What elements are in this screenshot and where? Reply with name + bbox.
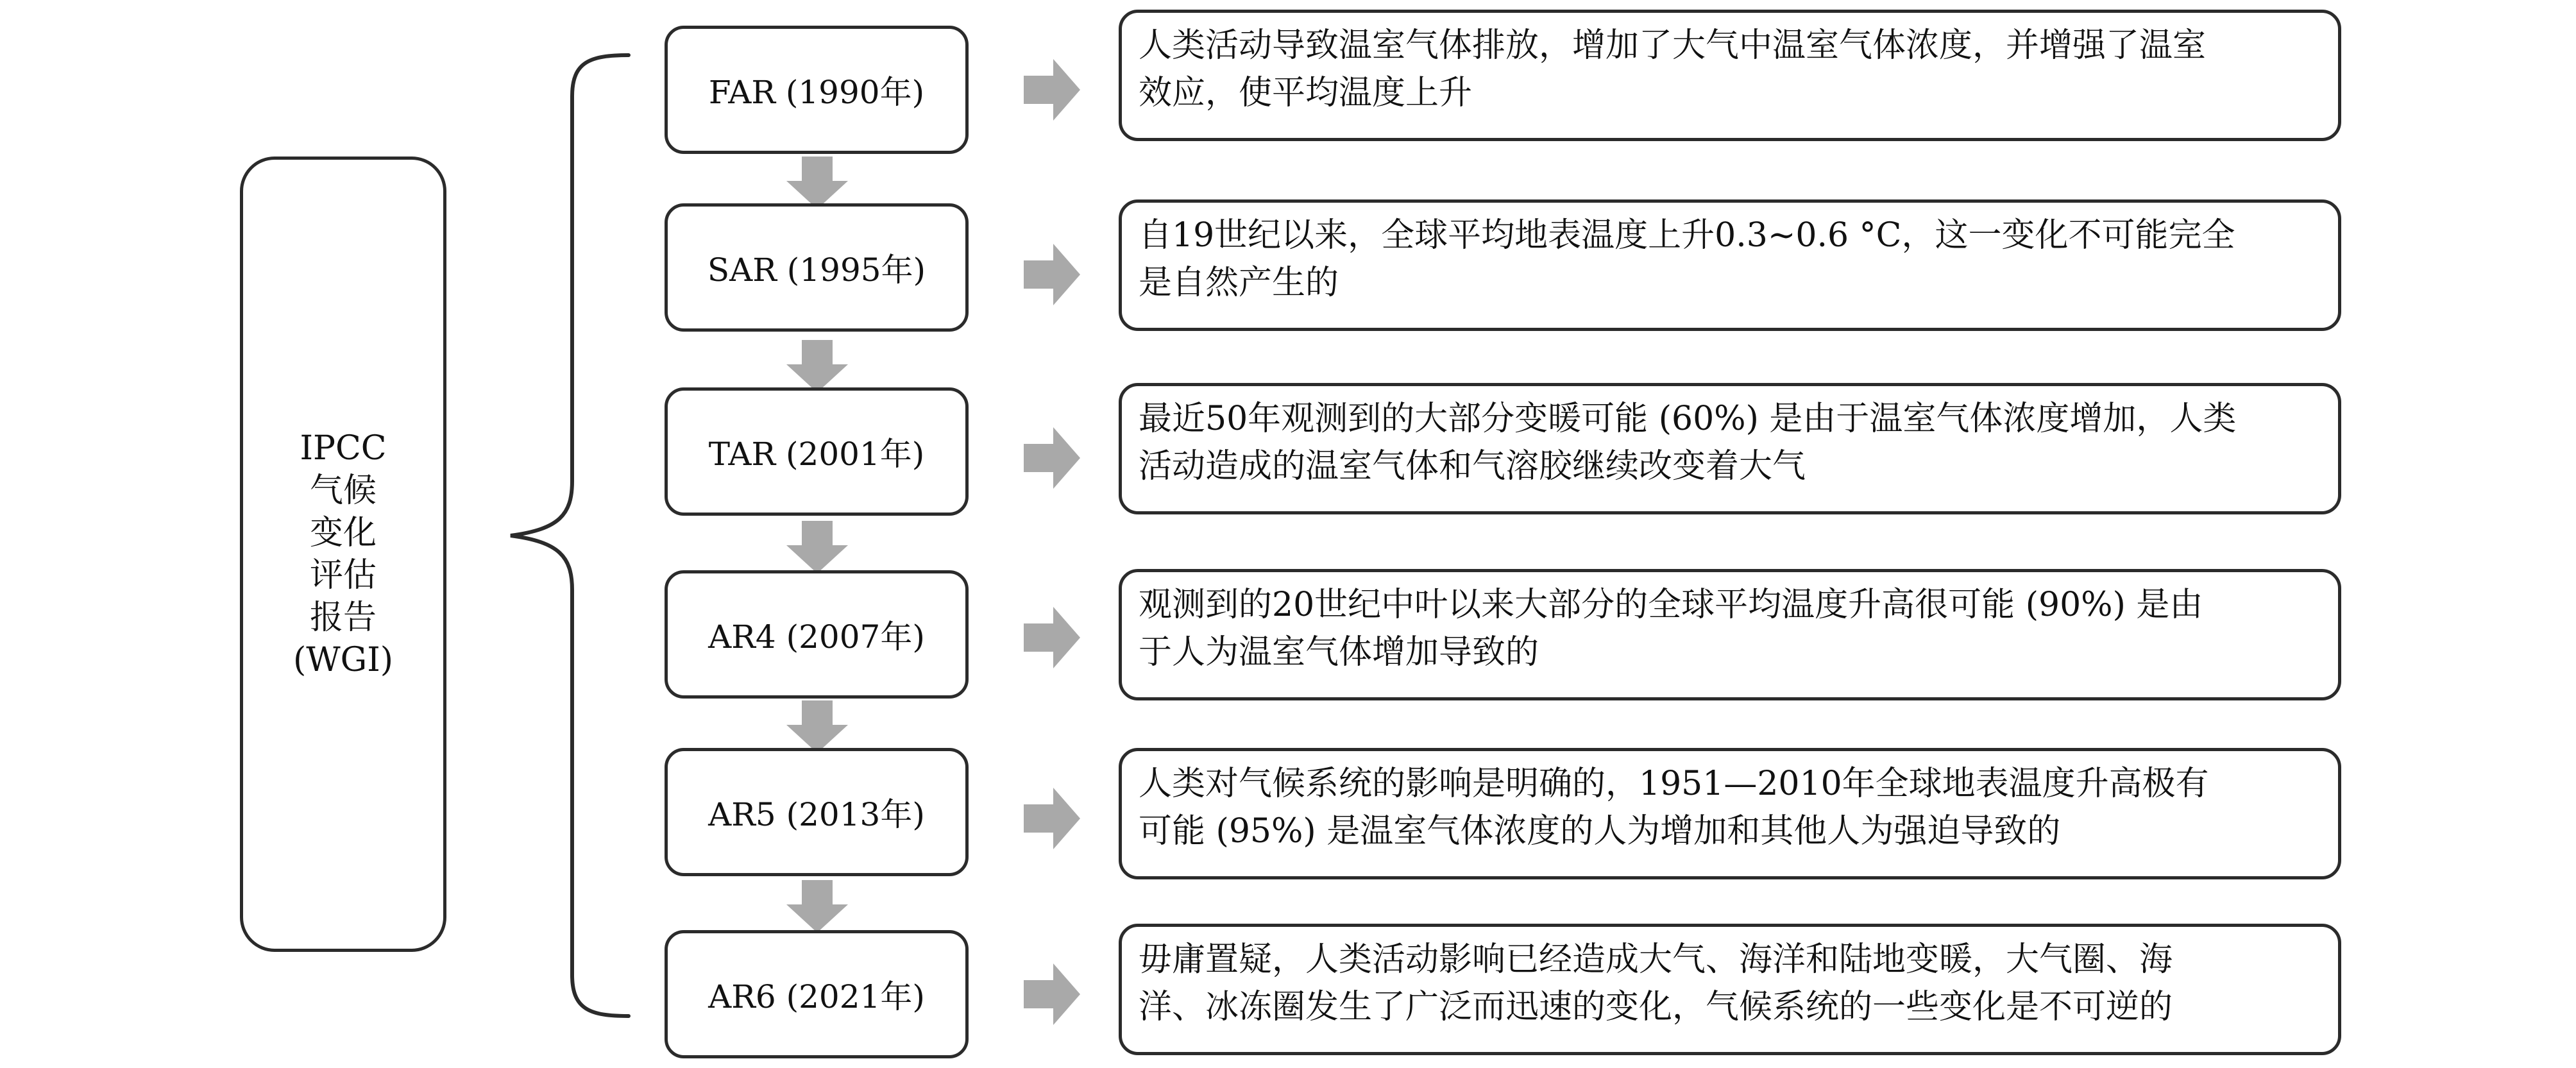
right-arrow-icon bbox=[1024, 607, 1080, 668]
finding-text: 观测到的20世纪中叶以来大部分的全球平均温度升高很可能 (90%) 是由 于人为温室气体增加导致的 bbox=[1139, 586, 2203, 672]
down-arrow-icon bbox=[786, 340, 848, 393]
finding-text: 最近50年观测到的大部分变暖可能 (60%) 是由于温室气体浓度增加，人类 活动造成的温室气体和气溶胶继续改变着大气 bbox=[1139, 400, 2237, 486]
stage-label: AR5 (2013年) bbox=[708, 796, 925, 833]
stage-label: SAR (1995年) bbox=[707, 251, 926, 289]
curly-brace bbox=[500, 51, 641, 1020]
finding-text: 毋庸置疑，人类活动影响已经造成大气、海洋和陆地变暖，大气圈、海 洋、冰冻圈发生了广泛而迅速的变化，气候系统的一些变化是不可逆的 bbox=[1139, 940, 2173, 1026]
stage-label: TAR (2001年) bbox=[708, 436, 925, 473]
down-arrow-icon bbox=[786, 521, 848, 573]
right-arrow-icon bbox=[1024, 59, 1080, 121]
ipcc-report-node bbox=[240, 157, 446, 952]
finding-box-far bbox=[1119, 10, 2341, 141]
stage-node-ar6 bbox=[665, 930, 969, 1058]
stage-label: AR6 (2021年) bbox=[708, 978, 925, 1015]
right-arrow-icon bbox=[1024, 963, 1080, 1025]
stage-node-ar4 bbox=[665, 570, 969, 699]
down-arrow-icon bbox=[786, 157, 848, 209]
stage-label: FAR (1990年) bbox=[708, 74, 925, 111]
right-arrow-icon bbox=[1024, 788, 1080, 849]
finding-box-tar bbox=[1119, 383, 2341, 514]
stage-node-tar bbox=[665, 387, 969, 516]
stage-node-far bbox=[665, 26, 969, 154]
ipcc-report-label: IPCC 气候 变化 评估 报告 (WGI) bbox=[292, 429, 394, 679]
finding-box-ar5 bbox=[1119, 748, 2341, 879]
down-arrow-icon bbox=[786, 880, 848, 933]
finding-text: 人类对气候系统的影响是明确的，1951—2010年全球地表温度升高极有 可能 (95%) 是温室气体浓度的人为增加和其他人为强迫导致的 bbox=[1139, 765, 2209, 851]
stage-node-sar bbox=[665, 203, 969, 332]
right-arrow-icon bbox=[1024, 244, 1080, 305]
finding-text: 自19世纪以来，全球平均地表温度上升0.3~0.6 °C，这一变化不可能完全 是自然产生的 bbox=[1139, 216, 2235, 302]
down-arrow-icon bbox=[786, 700, 848, 753]
finding-box-sar bbox=[1119, 199, 2341, 331]
stage-label: AR4 (2007年) bbox=[708, 618, 925, 656]
finding-text: 人类活动导致温室气体排放，增加了大气中温室气体浓度，并增强了温室 效应，使平均温度上升 bbox=[1139, 26, 2207, 112]
right-arrow-icon bbox=[1024, 427, 1080, 489]
finding-box-ar4 bbox=[1119, 569, 2341, 700]
stage-node-ar5 bbox=[665, 748, 969, 876]
finding-box-ar6 bbox=[1119, 924, 2341, 1055]
